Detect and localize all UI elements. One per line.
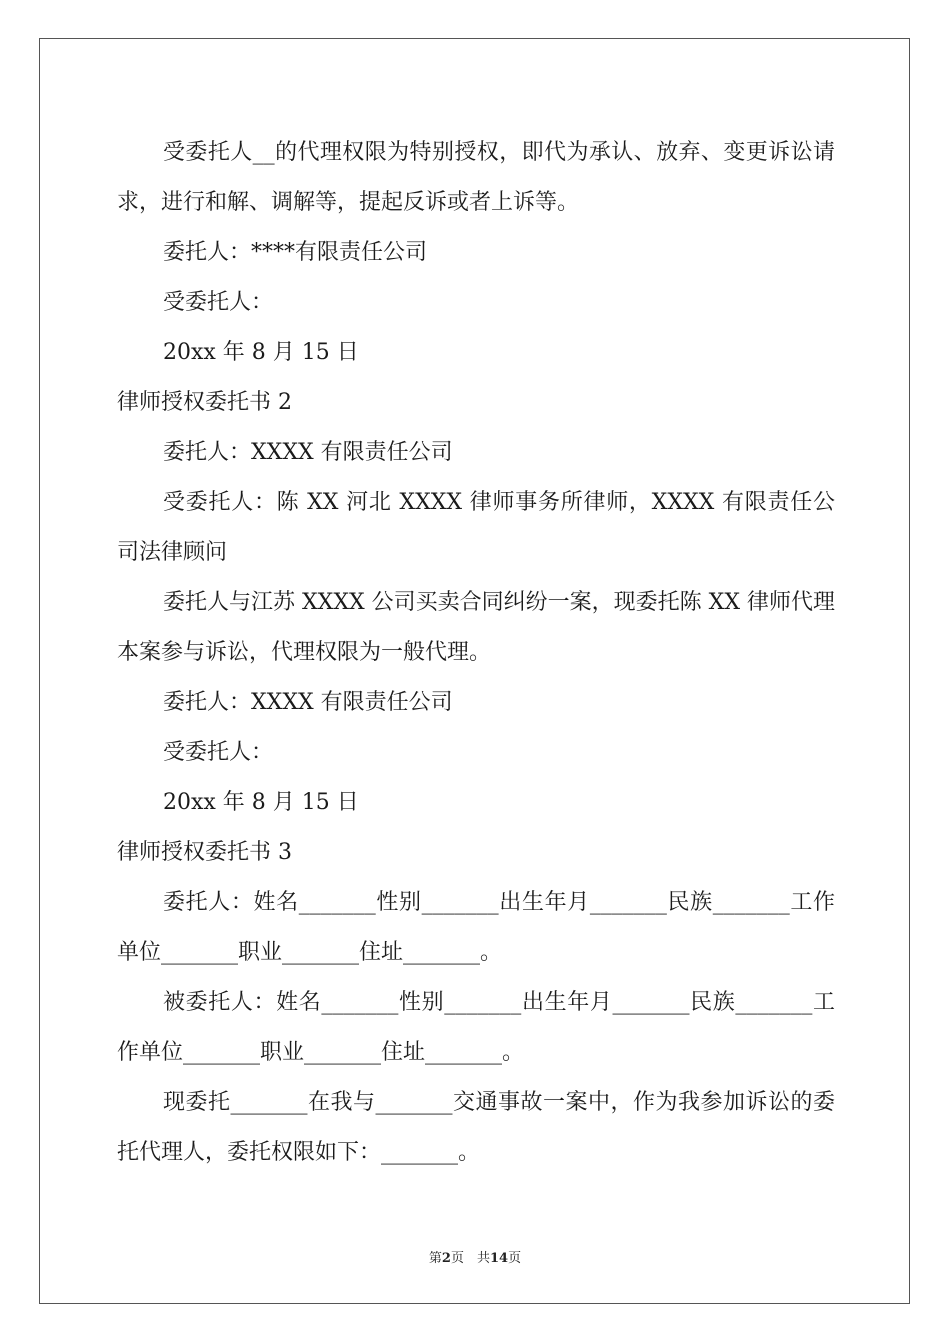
agent-line: 受委托人： [163, 290, 274, 315]
principal-info-form: 委托人：姓名_______性别_______出生年月_______民族_______工作单位_______职业_______住址_______。 [117, 890, 835, 965]
paragraph-entrustment: 现委托_______在我与_______交通事故一案中，作为我参加诉讼的委托代理人，委托权限如下：_______。 [117, 1090, 835, 1165]
footer-middle: 页 共 [450, 1251, 490, 1266]
principal-line-2: 委托人：XXXX 有限责任公司 [163, 440, 453, 465]
footer-suffix: 页 [508, 1251, 522, 1266]
principal-line-2b: 委托人：XXXX 有限责任公司 [163, 690, 453, 715]
principal-line: 委托人：****有限责任公司 [163, 240, 428, 265]
footer-prefix: 第 [428, 1251, 442, 1266]
paragraph-authority-scope: 受委托人__的代理权限为特别授权，即代为承认、放弃、变更诉讼请求，进行和解、调解等，提起反诉或者上诉等。 [117, 140, 835, 215]
agent-line-2b: 受委托人： [163, 740, 274, 765]
date-line-2: 20xx 年 8 月 15 日 [163, 790, 359, 815]
section-heading-3: 律师授权委托书 3 [117, 840, 292, 865]
agent-line-2: 受委托人：陈 XX 河北 XXXX 律师事务所律师，XXXX 有限责任公司法律顾问 [117, 490, 835, 565]
section-heading-2: 律师授权委托书 2 [117, 390, 292, 415]
page-footer [0, 1247, 950, 1266]
footer-page-number: 2 [441, 1251, 451, 1266]
footer-total-pages: 14 [489, 1251, 509, 1266]
paragraph-case-description: 委托人与江苏 XXXX 公司买卖合同纠纷一案，现委托陈 XX 律师代理本案参与诉讼，代理权限为一般代理。 [117, 590, 835, 665]
document-body [117, 128, 835, 1178]
date-line: 20xx 年 8 月 15 日 [163, 340, 359, 365]
agent-info-form: 被委托人：姓名_______性别_______出生年月_______民族_______工作单位_______职业_______住址_______。 [117, 990, 835, 1065]
